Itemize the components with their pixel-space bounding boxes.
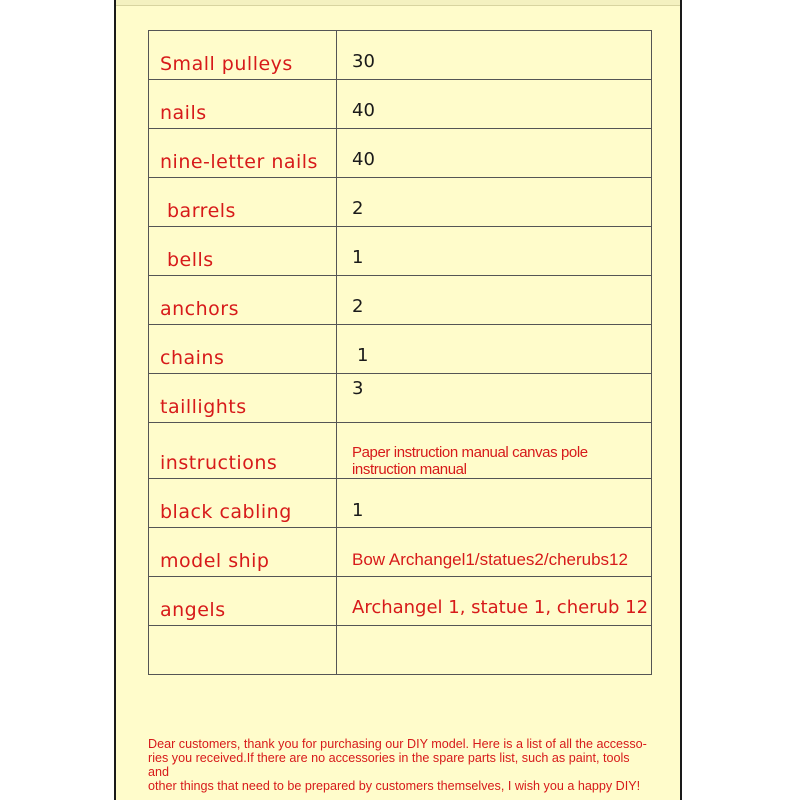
part-quantity: 40 — [337, 80, 652, 129]
part-quantity: 2 — [337, 276, 652, 325]
table-row — [149, 80, 652, 129]
customer-note-line: ries you received.If there are no accessories in the spare parts list, such as paint, tools and — [148, 751, 630, 779]
part-name: taillights — [149, 374, 337, 423]
table-row — [149, 325, 652, 374]
part-name: anchors — [149, 276, 337, 325]
part-name: bells — [149, 227, 337, 276]
part-name: barrels — [149, 178, 337, 227]
part-quantity: 1 — [337, 325, 652, 374]
part-name — [149, 626, 337, 675]
part-quantity: 40 — [337, 129, 652, 178]
table-row — [149, 423, 652, 479]
parts-table — [148, 30, 652, 675]
part-name: model ship — [149, 528, 337, 577]
part-name: Small pulleys — [149, 31, 337, 80]
table-row — [149, 528, 652, 577]
part-name: nails — [149, 80, 337, 129]
table-row — [149, 31, 652, 80]
customer-note-line: other things that need to be prepared by customers themselves, I wish you a happy DIY! — [148, 779, 641, 793]
part-quantity: 2 — [337, 178, 652, 227]
part-quantity: 1 — [337, 479, 652, 528]
table-row — [149, 276, 652, 325]
part-name: instructions — [149, 423, 337, 479]
table-row — [149, 227, 652, 276]
table-row — [149, 178, 652, 227]
table-row — [149, 374, 652, 423]
part-quantity: Paper instruction manual canvas pole instruction manual — [337, 423, 652, 479]
top-ruler — [116, 0, 680, 6]
table-row — [149, 626, 652, 675]
part-name: chains — [149, 325, 337, 374]
table-row — [149, 479, 652, 528]
part-quantity: 1 — [337, 227, 652, 276]
part-name: nine-letter nails — [149, 129, 337, 178]
customer-note — [148, 737, 654, 793]
part-name: angels — [149, 577, 337, 626]
table-row — [149, 577, 652, 626]
part-quantity — [337, 626, 652, 675]
part-quantity: Archangel 1, statue 1, cherub 12 — [337, 577, 652, 626]
part-quantity: 30 — [337, 31, 652, 80]
part-quantity: 3 — [337, 374, 652, 423]
parts-list-sheet — [114, 0, 682, 800]
part-quantity: Bow Archangel1/statues2/cherubs12 — [337, 528, 652, 577]
table-row — [149, 129, 652, 178]
part-name: black cabling — [149, 479, 337, 528]
customer-note-line: Dear customers, thank you for purchasing our DIY model. Here is a list of all the accesso- — [148, 737, 647, 751]
